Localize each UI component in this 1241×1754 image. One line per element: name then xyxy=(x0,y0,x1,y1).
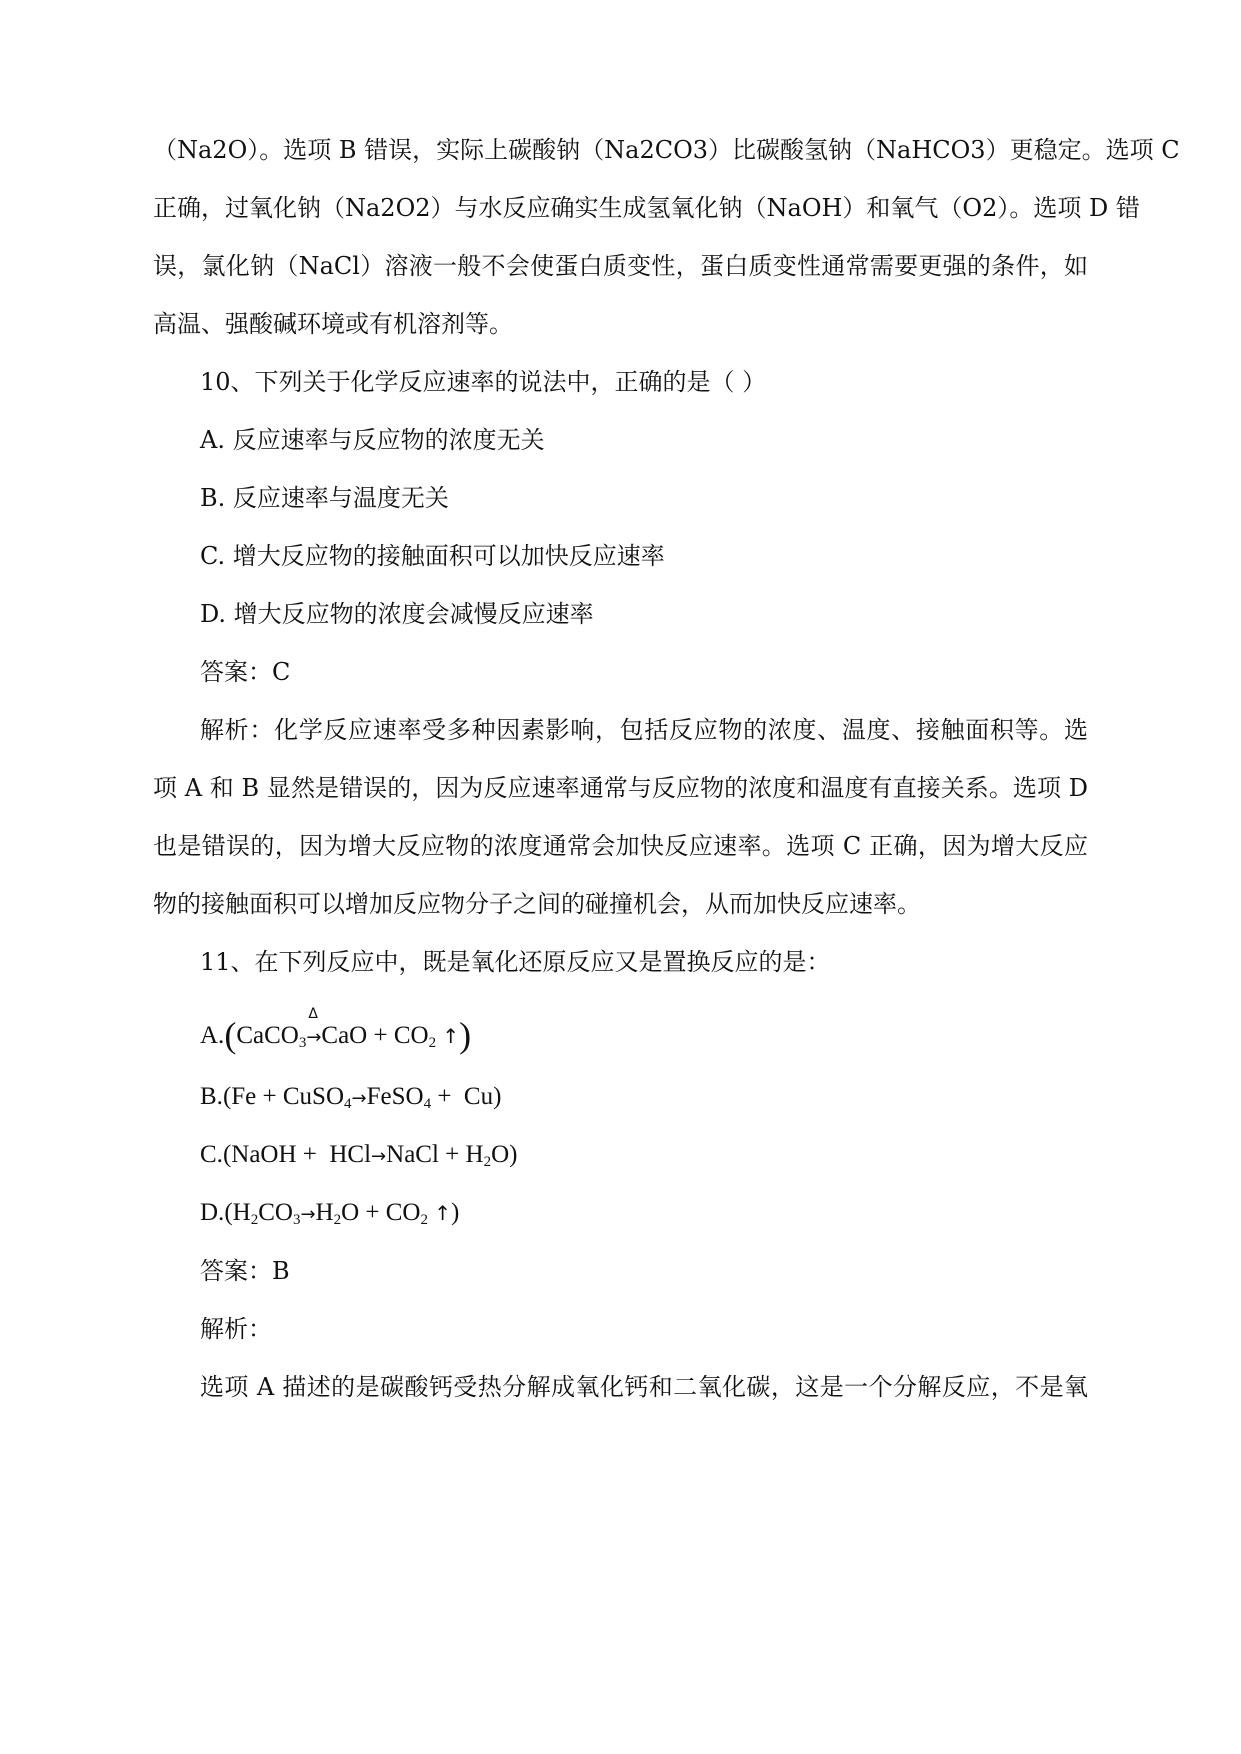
subscript: 2 xyxy=(483,1154,492,1170)
subscript: 3 xyxy=(292,1212,301,1228)
arrow-icon: → xyxy=(371,1146,387,1167)
subscript: 2 xyxy=(428,1035,437,1051)
q10-option-c: C. 增大反应物的接触面积可以加快反应速率 xyxy=(200,542,665,570)
formula-text: O + CO xyxy=(341,1199,421,1226)
q10-option-a: A. 反应速率与反应物的浓度无关 xyxy=(200,426,545,454)
prev-explanation-line-1: （Na2O）。选项 B 错误，实际上碳酸钠（Na2CO3）比碳酸氢钠（NaHCO3）更稳定。选项 C xyxy=(153,136,1180,164)
formula-text: O) xyxy=(491,1141,518,1168)
formula-text: H xyxy=(315,1199,334,1226)
gas-up-arrow-icon: ↑ xyxy=(442,1024,460,1048)
q11-option-b xyxy=(200,1082,501,1114)
formula-text: CaO + CO xyxy=(321,1022,429,1049)
subscript: 4 xyxy=(423,1096,432,1112)
q10-option-d: D. 增大反应物的浓度会减慢反应速率 xyxy=(200,600,594,628)
arrow-icon: → xyxy=(300,1204,316,1225)
option-label: B. xyxy=(200,1083,223,1110)
formula-text: NaCl + H xyxy=(386,1141,484,1168)
prev-explanation-line-3: 误，氯化钠（NaCl）溶液一般不会使蛋白质变性，蛋白质变性通常需要更强的条件，如 xyxy=(153,252,1088,280)
formula-text: (Fe + CuSO xyxy=(222,1083,344,1110)
heat-arrow xyxy=(306,1006,322,1053)
q11-option-d xyxy=(200,1198,459,1230)
formula-text: FeSO xyxy=(366,1083,424,1110)
arrow-icon: → xyxy=(351,1088,367,1109)
paren-open: ( xyxy=(224,1015,237,1055)
gas-up-arrow-icon: ↑ xyxy=(434,1201,451,1225)
delta-symbol: Δ xyxy=(308,1006,318,1022)
q10-question: 10、下列关于化学反应速率的说法中，正确的是（ ） xyxy=(200,368,767,396)
formula-text: + Cu) xyxy=(431,1083,502,1110)
q11-option-a xyxy=(200,1006,472,1055)
q11-option-c xyxy=(200,1140,517,1172)
q11-question: 11、在下列反应中，既是氧化还原反应又是置换反应的是： xyxy=(200,948,831,976)
subscript: 4 xyxy=(344,1096,352,1112)
q10-explanation-line-1: 解析：化学反应速率受多种因素影响，包括反应物的浓度、温度、接触面积等。选 xyxy=(200,716,1088,744)
q10-explanation-line-2: 项 A 和 B 显然是错误的，因为反应速率通常与反应物的浓度和温度有直接关系。选项 D xyxy=(153,774,1088,802)
formula-text: (NaOH + HCl xyxy=(222,1141,372,1168)
q10-answer: 答案：C xyxy=(200,658,291,686)
subscript: 2 xyxy=(333,1212,342,1228)
formula-text: (H xyxy=(224,1199,251,1226)
option-label: D. xyxy=(200,1199,225,1226)
q10-explanation-line-4: 物的接触面积可以增加反应物分子之间的碰撞机会，从而加快反应速率。 xyxy=(153,890,921,918)
formula-text: ) xyxy=(451,1199,460,1226)
paren-close: ) xyxy=(459,1015,472,1055)
subscript: 2 xyxy=(250,1212,259,1228)
q11-explanation-label: 解析： xyxy=(200,1315,272,1343)
prev-explanation-line-4: 高温、强酸碱环境或有机溶剂等。 xyxy=(153,310,513,338)
q10-option-b: B. 反应速率与温度无关 xyxy=(200,484,449,512)
formula-text: CaCO xyxy=(236,1022,299,1049)
option-label: A. xyxy=(200,1022,225,1049)
option-label: C. xyxy=(200,1141,223,1168)
q11-explanation-line-1: 选项 A 描述的是碳酸钙受热分解成氧化钙和二氧化碳，这是一个分解反应，不是氧 xyxy=(200,1373,1088,1401)
subscript: 3 xyxy=(298,1035,307,1051)
formula-text: CO xyxy=(258,1199,293,1226)
q10-explanation-line-3: 也是错误的，因为增大反应物的浓度通常会加快反应速率。选项 C 正确，因为增大反应 xyxy=(153,832,1088,860)
prev-explanation-line-2: 正确，过氧化钠（Na2O2）与水反应确实生成氢氧化钠（NaOH）和氧气（O2）。选项 D 错 xyxy=(153,194,1140,222)
q11-answer: 答案：B xyxy=(200,1257,290,1285)
subscript: 2 xyxy=(420,1212,428,1228)
arrow-icon: → xyxy=(306,1027,322,1048)
